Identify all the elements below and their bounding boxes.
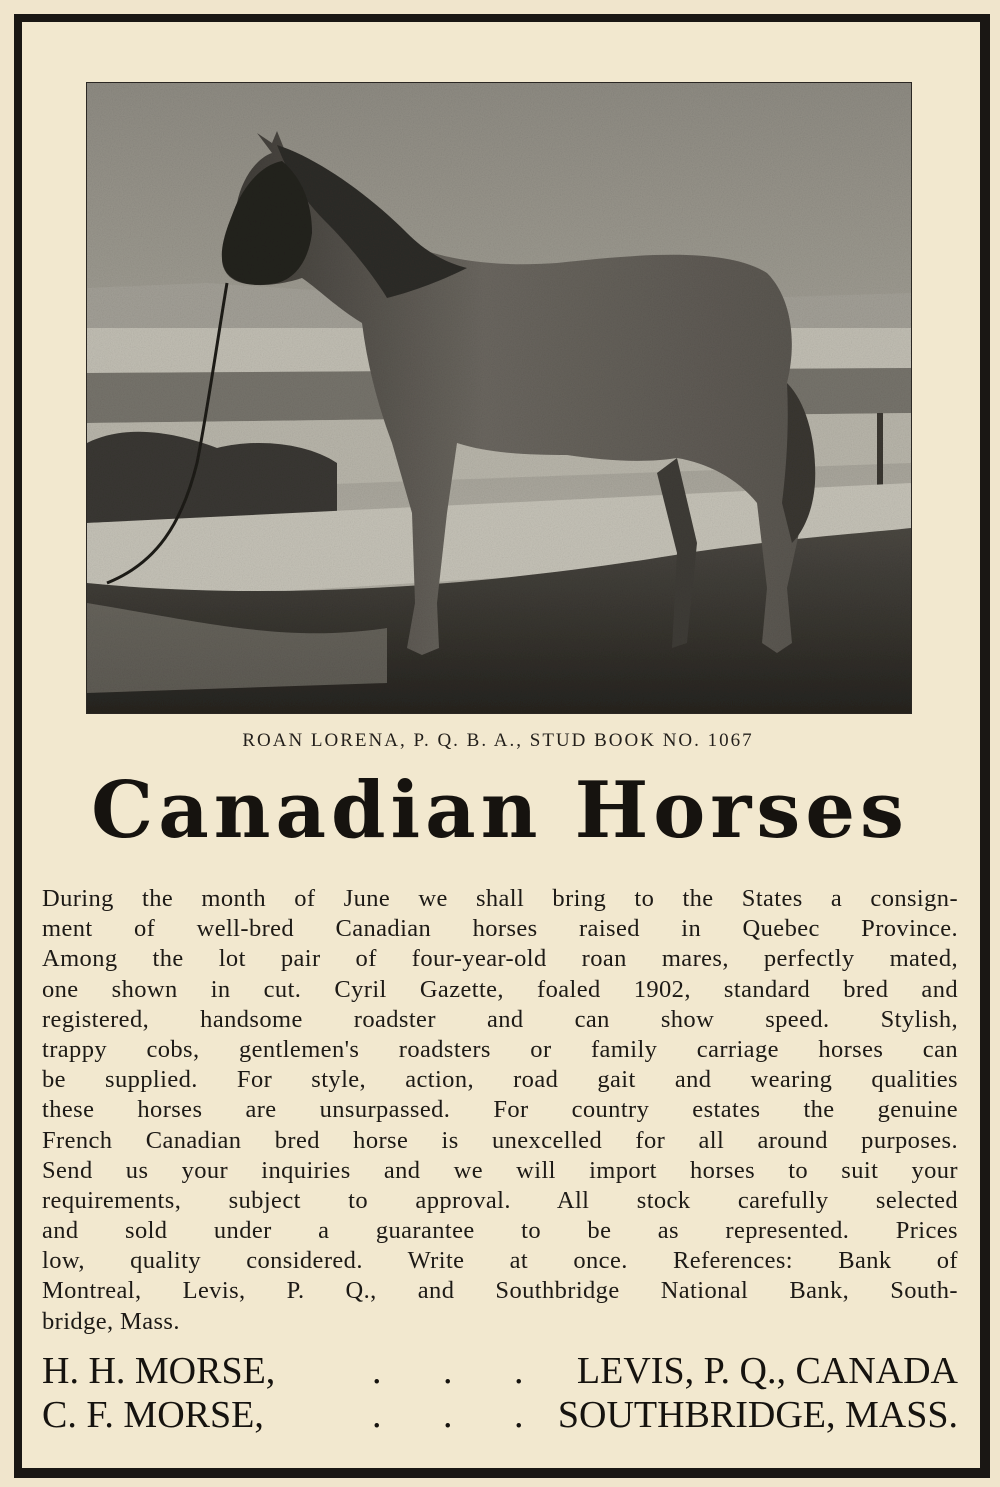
photo-caption: ROAN LORENA, P. Q. B. A., STUD BOOK NO. 1067: [242, 730, 754, 751]
body-line: and sold under a guarantee to be as represented. Prices: [42, 1217, 958, 1245]
ad-headline: Canadian Horses: [91, 765, 909, 856]
signature-name: C. F. MORSE,: [42, 1394, 264, 1436]
body-line: During the month of June we shall bring to the States a consign-: [42, 885, 958, 912]
signature-leader-dots: . . .: [372, 1350, 550, 1392]
body-line: Send us your inquiries and we will import horses to suit your: [42, 1156, 958, 1184]
body-line: French Canadian bred horse is unexcelled for all around purposes.: [42, 1126, 958, 1154]
horse-photograph: [86, 82, 912, 714]
body-line: Montreal, Levis, P. Q., and Southbridge National Bank, South-: [42, 1277, 958, 1305]
body-line: ment of well-bred Canadian horses raised in Quebec Province.: [42, 915, 958, 943]
signature-name: H. H. MORSE,: [42, 1350, 276, 1392]
ad-body-text: [42, 884, 958, 1337]
body-line: low, quality considered. Write at once. References: Bank of: [42, 1247, 958, 1275]
signature-leader-dots: . . .: [372, 1394, 550, 1436]
body-line: registered, handsome roadster and can show speed. Stylish,: [42, 1005, 958, 1033]
body-line: be supplied. For style, action, road gait and wearing qualities: [42, 1066, 958, 1094]
body-line: bridge, Mass.: [42, 1307, 180, 1335]
body-line: these horses are unsurpassed. For country estates the genuine: [42, 1096, 958, 1124]
body-line: trappy cobs, gentlemen's roadsters or family carriage horses can: [42, 1035, 958, 1063]
signature-place: LEVIS, P. Q., CANADA: [576, 1350, 958, 1392]
body-line: requirements, subject to approval. All stock carefully selected: [42, 1186, 958, 1214]
body-line: one shown in cut. Cyril Gazette, foaled 1902, standard bred and: [42, 975, 958, 1003]
body-line: Among the lot pair of four-year-old roan mares, perfectly mated,: [42, 945, 958, 973]
signature-place: SOUTHBRIDGE, MASS.: [557, 1394, 958, 1436]
